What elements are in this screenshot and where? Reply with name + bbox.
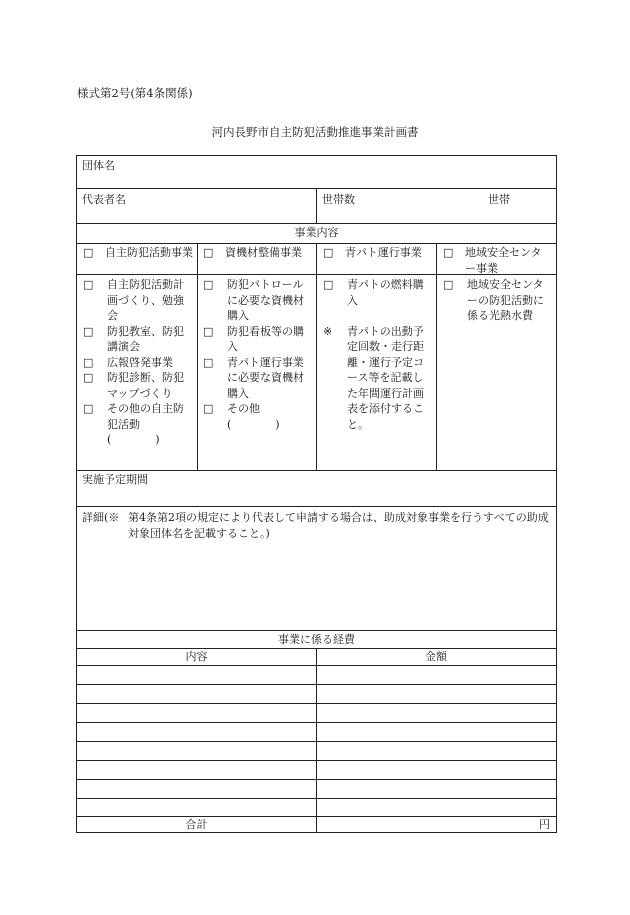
amount-column-header: 金額 [425, 650, 447, 663]
category-header-self-crime-prevention [83, 245, 193, 261]
category-label: 地域安全センター事業 [465, 246, 542, 275]
list-item[interactable] [83, 401, 193, 432]
options-self-crime-prevention [83, 277, 193, 448]
checkbox-icon[interactable]: □ [443, 278, 454, 291]
details-label: 詳細(※ [82, 511, 120, 524]
other-specify-field[interactable]: ( ) [107, 433, 160, 446]
list-item[interactable] [203, 277, 313, 324]
category-label: 自主防犯活動事業 [105, 246, 193, 259]
expense-content-cell[interactable] [77, 742, 316, 760]
list-item[interactable] [83, 355, 193, 371]
list-item[interactable] [443, 277, 551, 324]
checkbox-icon[interactable]: □ [203, 355, 214, 369]
option-label: 青パト運行事業に必要な資機材購入 [227, 355, 304, 400]
expense-content-cell[interactable] [77, 780, 316, 798]
checkbox-icon[interactable]: □ [323, 246, 334, 259]
list-item[interactable] [323, 277, 433, 308]
group-name-label: 団体名 [82, 159, 115, 172]
project-content-header: 事業内容 [294, 226, 339, 239]
list-item[interactable] [203, 401, 313, 417]
checkbox-icon[interactable]: □ [83, 324, 94, 338]
plan-form-table [76, 155, 557, 833]
checkbox-icon[interactable]: □ [203, 246, 214, 259]
details-section [82, 510, 552, 542]
expense-amount-cell[interactable] [317, 723, 556, 741]
option-label: 広報啓発事業 [107, 355, 173, 369]
total-label: 合計 [185, 818, 208, 831]
expense-amount-cell[interactable] [317, 799, 556, 816]
note-text: 青パトの出動予定回数・走行距離・運行予定コース等を記載した年間運行計画表を添付すること。 [347, 324, 424, 431]
expense-amount-cell[interactable] [317, 666, 556, 684]
expense-content-cell[interactable] [77, 685, 316, 703]
checkbox-icon[interactable]: □ [83, 278, 94, 291]
option-label: 防犯診断、防犯マップづくり [107, 371, 184, 400]
options-safety-center [443, 277, 551, 324]
expense-content-cell[interactable] [77, 799, 316, 816]
category-header-safety-center [443, 245, 551, 276]
households-unit: 世帯 [488, 193, 510, 206]
expense-amount-cell[interactable] [317, 761, 556, 779]
category-header-equipment [203, 245, 313, 261]
expense-amount-cell[interactable] [317, 742, 556, 760]
list-item[interactable] [203, 355, 313, 402]
option-label: 防犯教室、防犯講演会 [107, 324, 184, 353]
option-label: 防犯パトロールに必要な資機材購入 [227, 278, 304, 322]
list-item[interactable] [83, 277, 193, 324]
expense-content-cell[interactable] [77, 723, 316, 741]
option-label: その他 [227, 402, 260, 415]
expense-amount-cell[interactable] [317, 685, 556, 703]
households-label: 世帯数 [322, 193, 355, 206]
checkbox-icon[interactable]: □ [203, 278, 214, 291]
list-item[interactable] [83, 370, 193, 401]
other-specify-field[interactable]: ( ) [227, 417, 280, 431]
checkbox-icon[interactable]: □ [443, 246, 454, 259]
options-equipment [203, 277, 313, 432]
period-label: 実施予定期間 [82, 473, 148, 486]
yen-unit: 円 [539, 818, 550, 831]
category-header-blue-patrol [323, 245, 433, 261]
option-label: 青パトの燃料購入 [347, 278, 424, 307]
expense-content-cell[interactable] [77, 666, 316, 684]
checkbox-icon[interactable]: □ [203, 324, 214, 338]
expense-amount-cell[interactable] [317, 780, 556, 798]
content-column-header: 内容 [185, 650, 208, 663]
representative-label: 代表者名 [82, 193, 126, 206]
blue-patrol-note [323, 324, 433, 433]
checkbox-icon[interactable]: □ [83, 246, 94, 259]
option-label: 防犯看板等の購入 [227, 324, 304, 353]
category-label: 青パト運行事業 [345, 246, 422, 259]
options-blue-patrol [323, 277, 433, 432]
form-number: 様式第2号(第4条関係) [77, 86, 193, 100]
document-title: 河内長野市自主防犯活動推進事業計画書 [211, 125, 419, 139]
option-label: 地域安全センターの防犯活動に係る光熱水費 [467, 278, 544, 322]
note-mark: ※ [323, 324, 333, 338]
checkbox-icon[interactable]: □ [323, 278, 334, 291]
category-label: 資機材整備事業 [225, 246, 302, 259]
details-note: 第4条第2項の規定により代表して申請する場合は、助成対象事業を行うすべての助成対象団体名を記載すること。) [128, 511, 549, 540]
expense-content-cell[interactable] [77, 704, 316, 722]
expenses-header: 事業に係る経費 [278, 633, 355, 646]
checkbox-icon[interactable]: □ [83, 355, 94, 369]
list-item[interactable] [83, 324, 193, 355]
option-label: 自主防犯活動計画づくり、勉強会 [107, 278, 184, 322]
option-label: その他の自主防犯活動 [107, 402, 184, 431]
expense-content-cell[interactable] [77, 761, 316, 779]
checkbox-icon[interactable]: □ [83, 371, 94, 384]
checkbox-icon[interactable]: □ [203, 402, 214, 415]
list-item[interactable] [203, 324, 313, 355]
checkbox-icon[interactable]: □ [83, 402, 94, 415]
expense-amount-cell[interactable] [317, 704, 556, 722]
